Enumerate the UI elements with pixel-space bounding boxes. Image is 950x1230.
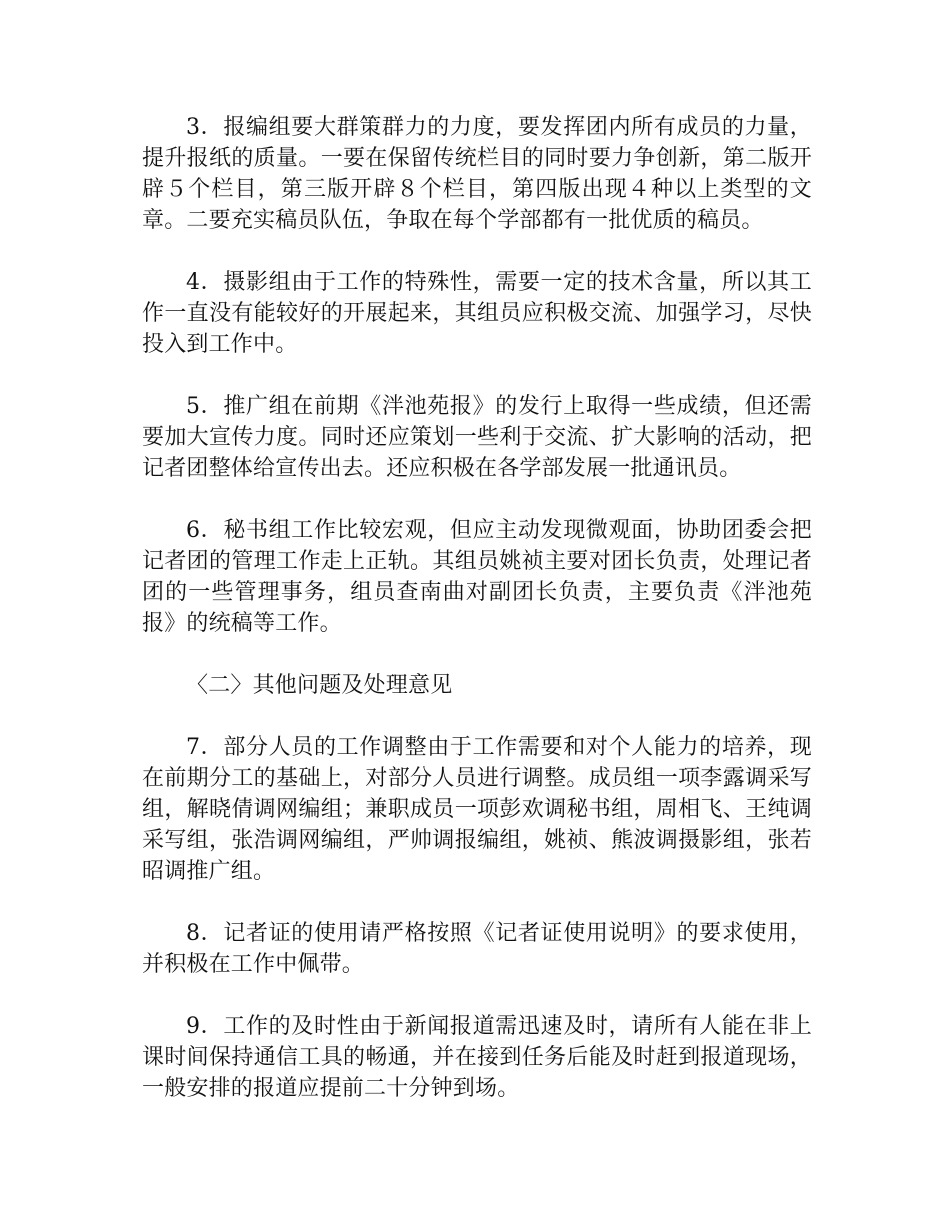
section-heading-other-issues: 〈二〉其他问题及处理意见: [186, 673, 453, 698]
document-body: [142, 112, 812, 1135]
paragraph-6-secretariat: 6．秘书组工作比较宏观，但应主动发现微观面，协助团委会把记者团的管理工作走上正轨。其组员姚祯主要对团长负责，处理记者团的一些管理事务，组员查南曲对副团长负责，主要负责《泮池苑报》的统稿等工作。: [142, 518, 812, 636]
paragraph-5-promotion: 5．推广组在前期《泮池苑报》的发行上取得一些成绩，但还需要加大宣传力度。同时还应策划一些利于交流、扩大影响的活动，把记者团整体给宣传出去。还应积极在各学部发展一批通讯员。: [142, 394, 812, 481]
paragraph-7-staff-adjustment: 7．部分人员的工作调整由于工作需要和对个人能力的培养，现在前期分工的基础上，对部分人员进行调整。成员组一项李露调采写组，解晓倩调网编组；兼职成员一项彭欢调秘书组，周相飞、王纯调采写组，张浩调网编组，严帅调报编组，姚祯、熊波调摄影组，张若昭调推广组。: [142, 735, 812, 884]
paragraph-8-press-card: 8．记者证的使用请严格按照《记者证使用说明》的要求使用，并积极在工作中佩带。: [142, 921, 812, 977]
paragraph-3-report-editing: 3．报编组要大群策群力的力度，要发挥团内所有成员的力量，提升报纸的质量。一要在保留传统栏目的同时要力争创新，第二版开辟５个栏目，第三版开辟８个栏目，第四版出现４种以上类型的文章。二要充实稿员队伍，争取在每个学部都有一批优质的稿员。: [142, 115, 812, 233]
paragraph-9-timeliness: 9．工作的及时性由于新闻报道需迅速及时，请所有人能在非上课时间保持通信工具的畅通，并在接到任务后能及时赶到报道现场，一般安排的报道应提前二十分钟到场。: [142, 1014, 812, 1101]
paragraph-4-photography: 4．摄影组由于工作的特殊性，需要一定的技术含量，所以其工作一直没有能较好的开展起来，其组员应积极交流、加强学习，尽快投入到工作中。: [142, 270, 812, 357]
